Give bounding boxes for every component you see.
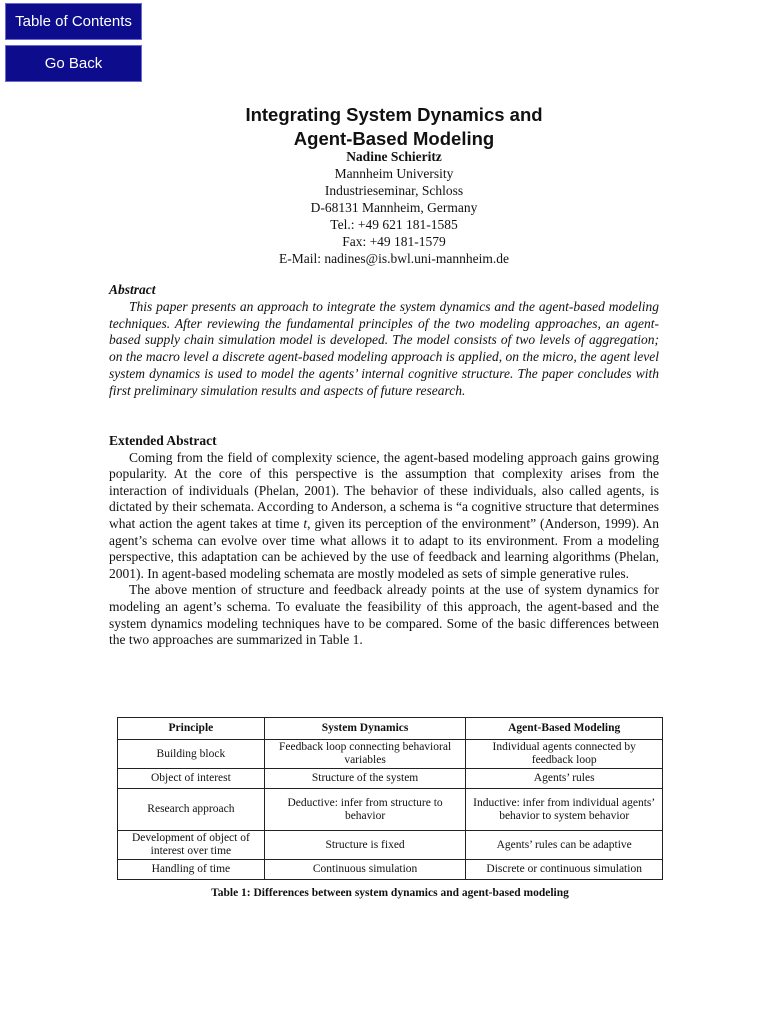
paper-title (110, 103, 678, 151)
paragraph-2: The above mention of structure and feedback already points at the use of system dynamics for modeling an agent’s schema. To evaluate the feasibility of this approach, the agent-based and the system dynamics modeling techniques have to be compared. Some of the basic differences between the two approaches are summarized in Table 1. (109, 582, 659, 648)
column-header: Principle (118, 718, 265, 740)
paragraph-1-part-b: , given its perception of the environment” (Anderson, 1999). An agent’s schema can evolve over time what allows it to adapt to its environment. From a modeling perspective, this adaptation can be achieved by the use of feedback and learning algorithms (Phelan, 2001). In agent-based modeling schemata are mostly modeled as sets of simple generative rules. (109, 515, 659, 581)
author-name: Nadine Schieritz (346, 149, 442, 164)
column-header: Agent-Based Modeling (466, 718, 663, 740)
table-cell: Agents’ rules (466, 769, 663, 789)
table-cell: Deductive: infer from structure to behavior (264, 789, 466, 831)
table-cell: Building block (118, 740, 265, 769)
affiliation-line: D-68131 Mannheim, Germany (310, 200, 478, 215)
extended-abstract-section (109, 433, 659, 649)
table-row (118, 740, 663, 769)
table-cell: Inductive: infer from individual agents’ behavior to system behavior (466, 789, 663, 831)
table-cell: Discrete or continuous simulation (466, 860, 663, 880)
title-line-2: Agent-Based Modeling (293, 128, 495, 149)
table-header-row (118, 718, 663, 740)
table-caption: Table 1: Differences between system dynamics and agent-based modeling (211, 887, 569, 899)
table-cell: Feedback loop connecting behavioral variables (264, 740, 466, 769)
table-cell: Object of interest (118, 769, 265, 789)
column-header: System Dynamics (264, 718, 466, 740)
affiliation-line: Mannheim University (334, 166, 454, 181)
table-cell: Development of object of interest over time (118, 831, 265, 860)
table-row (118, 789, 663, 831)
abstract-text: This paper presents an approach to integrate the system dynamics and the agent-based modeling techniques. After reviewing the fundamental principles of the two modeling approaches, an agent-based supply chain simulation model is developed. The model consists of two levels of aggregation; on the macro level a discrete agent-based modeling approach is applied, on the micro, the agent level system dynamics is used to model the agents’ internal cognitive structure. The paper concludes with first preliminary simulation results and aspects of future research. (109, 298, 659, 398)
table-of-contents-button[interactable]: Table of Contents (5, 3, 142, 40)
paragraph-1-part-a: Coming from the field of complexity science, the agent-based modeling approach gains growing popularity. At the core of this perspective is the assumption that complexity arises from the interaction of individuals (Phelan, 2001). The behavior of these individuals, also called agents, is dictated by their schemata. According to Anderson, a schema is “a cognitive structure that determines what action the agent takes at time (109, 449, 659, 531)
abstract-section (109, 282, 659, 400)
title-line-1: Integrating System Dynamics and (245, 104, 543, 125)
email-line: E-Mail: nadines@is.bwl.uni-mannheim.de (279, 251, 509, 266)
go-back-button[interactable]: Go Back (5, 45, 142, 82)
table-row (118, 769, 663, 789)
affiliation-line: Industrieseminar, Schloss (324, 183, 464, 198)
table-cell: Research approach (118, 789, 265, 831)
paragraph-1 (109, 450, 659, 583)
phone-line: Tel.: +49 621 181-1585 (330, 217, 458, 232)
table-row (118, 831, 663, 860)
table-cell: Structure is fixed (264, 831, 466, 860)
comparison-table (117, 717, 663, 880)
table-cell: Individual agents connected by feedback loop (466, 740, 663, 769)
italic-t: t (303, 515, 308, 531)
author-block (110, 148, 678, 267)
table-cell: Handling of time (118, 860, 265, 880)
table-cell: Agents’ rules can be adaptive (466, 831, 663, 860)
abstract-heading: Abstract (109, 282, 156, 297)
extended-abstract-heading: Extended Abstract (109, 433, 217, 448)
table-cell: Structure of the system (264, 769, 466, 789)
table-row (118, 860, 663, 880)
table-cell: Continuous simulation (264, 860, 466, 880)
fax-line: Fax: +49 181-1579 (342, 234, 446, 249)
